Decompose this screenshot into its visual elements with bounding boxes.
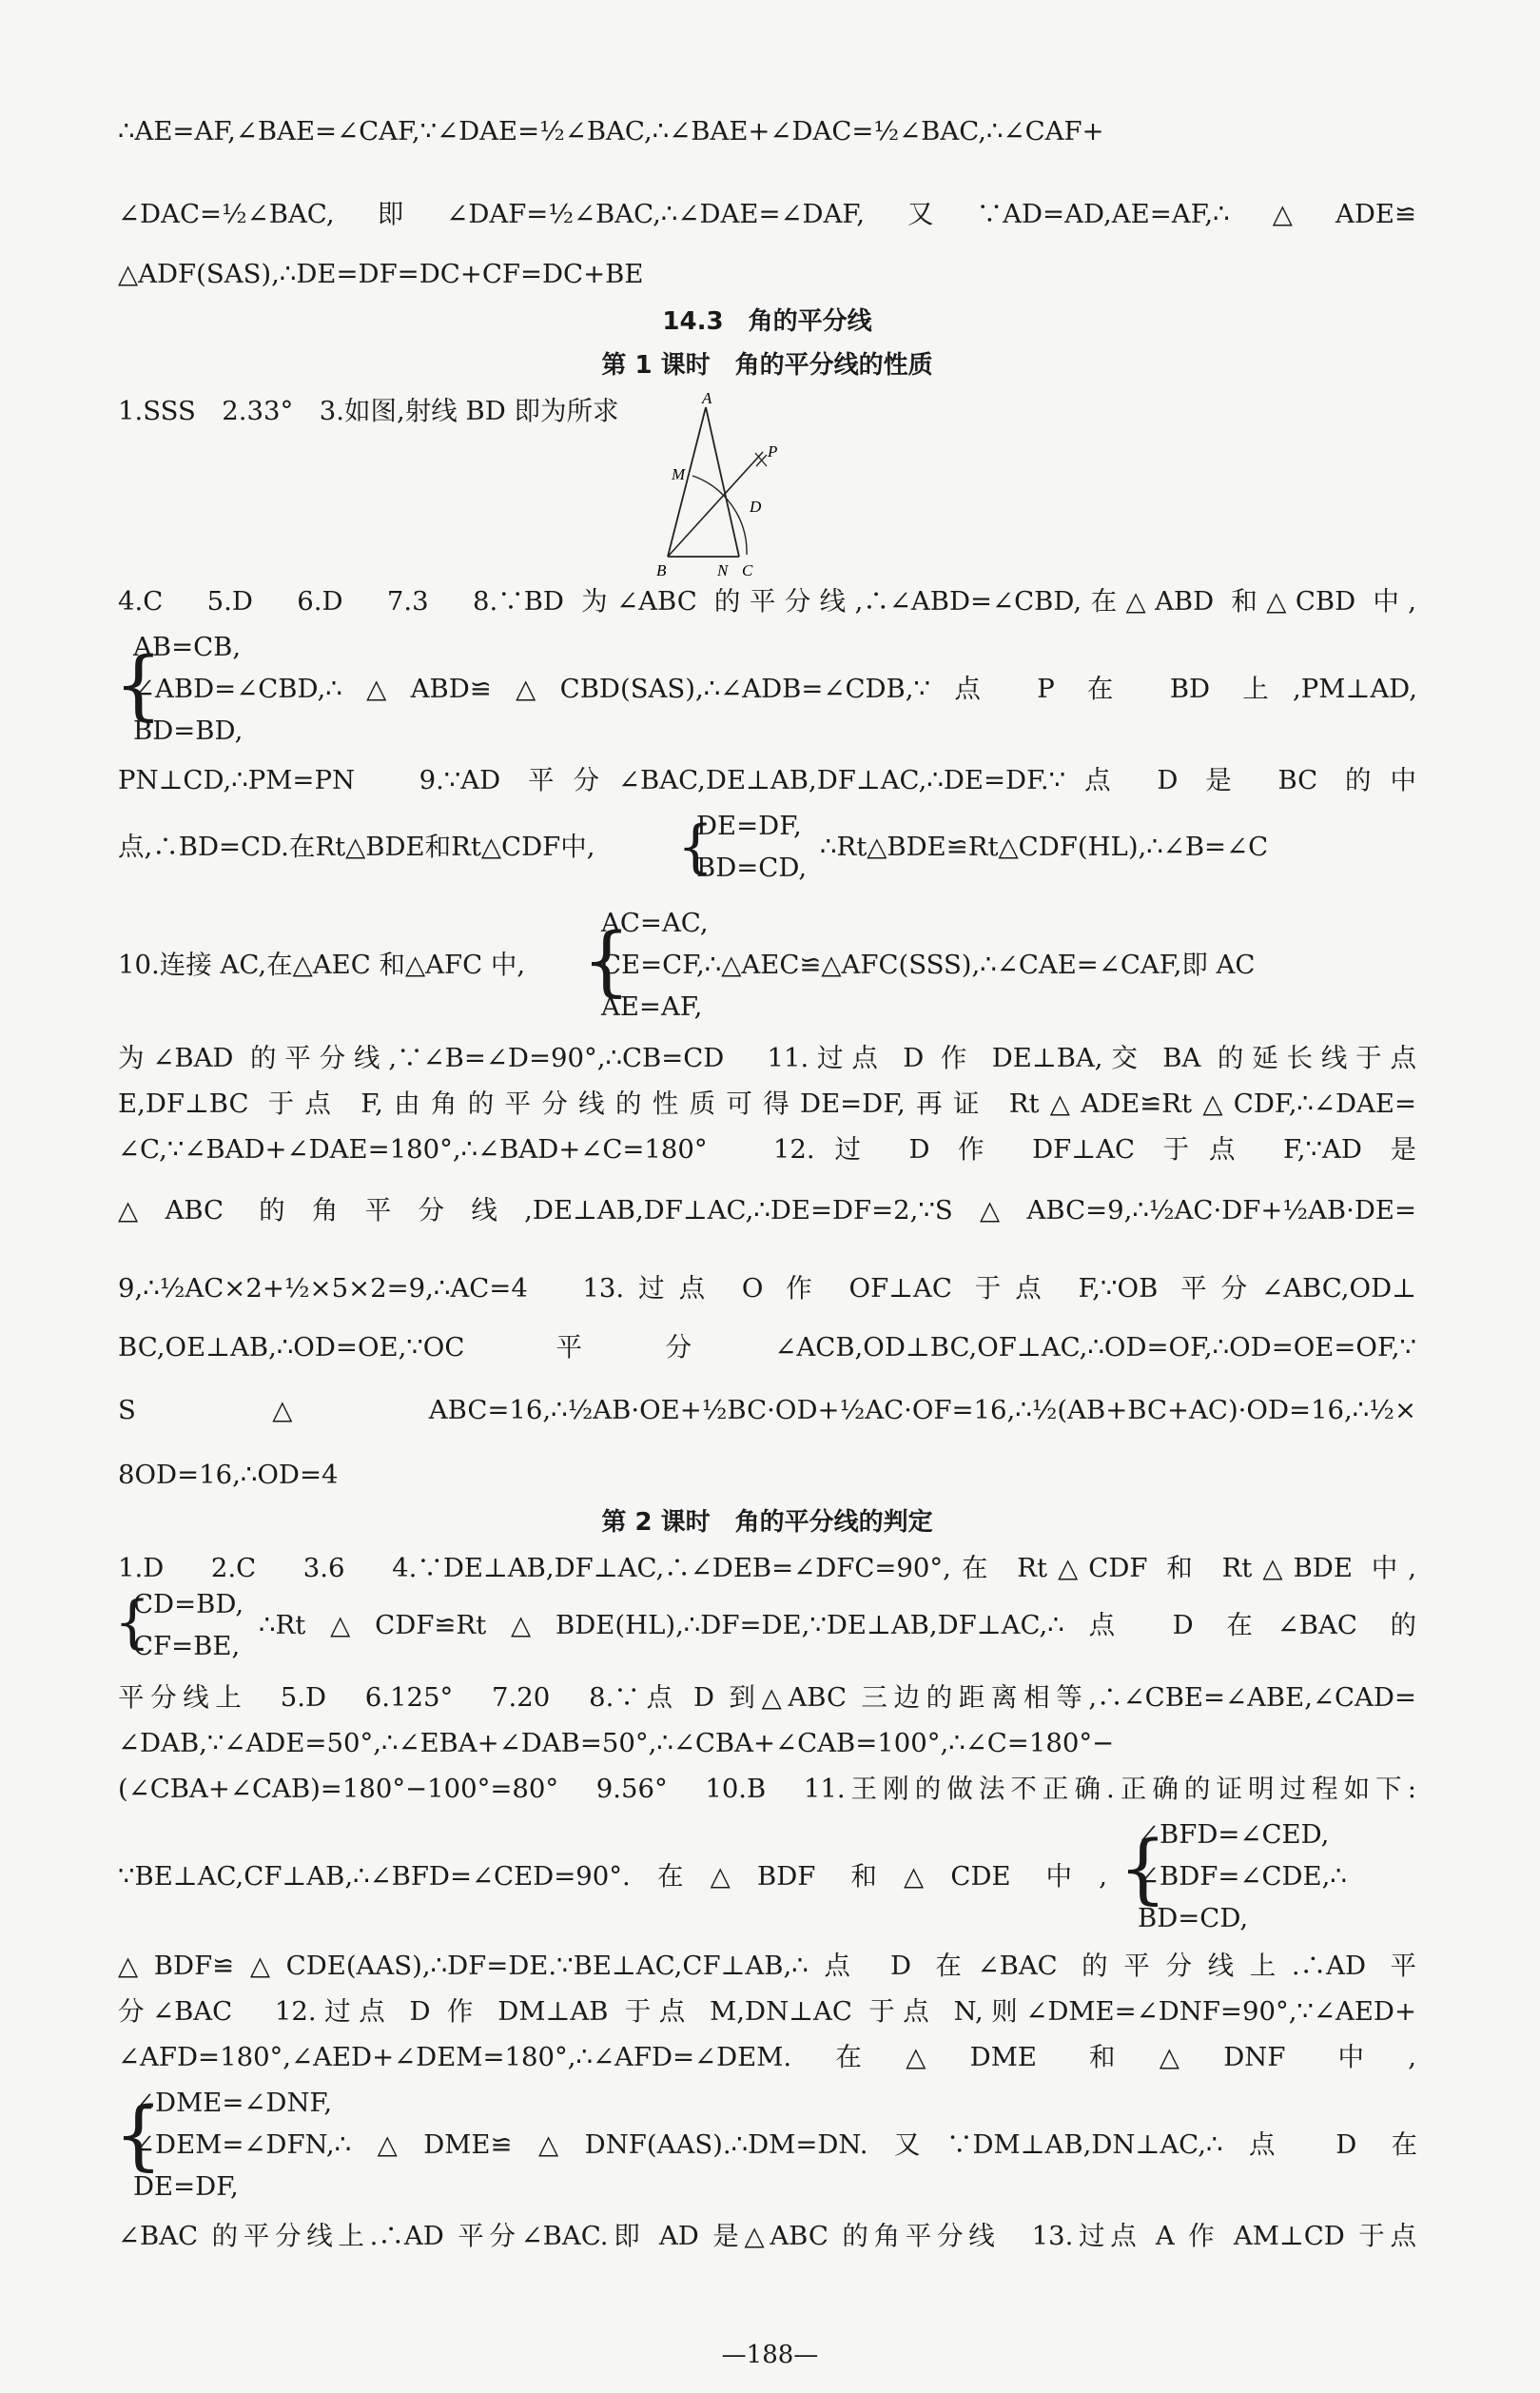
text-line: ∠C,∵∠BAD+∠DAE=180°,∴∠BAD+∠C=180° 12.过 D 作 DF⊥AC 于点 F,∵AD 是 [118, 1134, 1416, 1165]
brace: { [1119, 1824, 1167, 1912]
lesson-heading: 第 1 课时 角的平分线的性质 [601, 351, 933, 380]
text-line: BC,OE⊥AB,∴OD=OE,∵OC 平分∠ACB,OD⊥BC,OF⊥AC,∴OD=OF,∴OD=OE=OF,∵ [118, 1332, 1416, 1363]
brace-line: DE=DF, [133, 2171, 239, 2202]
text-line: 分∠BAC 12.过点 D 作 DM⊥AB 于点 M,DN⊥AC 于点 N,则∠DME=∠DNF=90°,∵∠AED+ [118, 1996, 1416, 2027]
brace-line: BD=CD, [1138, 1903, 1249, 1933]
figure-label-C: C [742, 561, 753, 579]
lesson-heading: 第 2 课时 角的平分线的判定 [601, 1508, 933, 1537]
text-line: 1.D 2.C 3.6 4.∵DE⊥AB,DF⊥AC,∴∠DEB=∠DFC=90°,在 Rt△CDF 和 Rt△BDE 中, [118, 1553, 1416, 1583]
text-line: ∴AE=AF,∠BAE=∠CAF,∵∠DAE=½∠BAC,∴∠BAE+∠DAC=½∠BAC,∴∠CAF+ [118, 116, 1104, 147]
brace: { [114, 2090, 163, 2179]
figure-label-M: M [672, 465, 686, 483]
text-line: 4.C 5.D 6.D 7.3 8.∵BD 为∠ABC 的平分线,∴∠ABD=∠CBD,在△ABD 和△CBD 中, [118, 586, 1416, 617]
text-line: △BDF≌△CDE(AAS),∴DF=DE.∵BE⊥AC,CF⊥AB,∴点 D 在∠BAC 的平分线上.∴AD 平 [118, 1951, 1416, 1981]
text-line: ∴Rt△BDE≌Rt△CDF(HL),∴∠B=∠C [820, 832, 1269, 862]
brace-line: ∠BDF=∠CDE,∴ [1138, 1861, 1347, 1892]
figure-label-N: N [717, 561, 729, 579]
brace-line: ∠DEM=∠DFN,∴△DME≌△DNF(AAS).∴DM=DN.又∵DM⊥AB,DN⊥AC,∴点 D 在 [133, 2129, 1417, 2160]
brace-line: CE=CF,∴△AEC≌△AFC(SSS),∴∠CAE=∠CAF,即 AC [601, 950, 1256, 980]
text-line: 为∠BAD 的平分线,∵∠B=∠D=90°,∴CB=CD 11.过点 D 作 DE⊥BA,交 BA 的延长线于点 [118, 1043, 1416, 1073]
text-line: 平分线上 5.D 6.125° 7.20 8.∵点 D 到△ABC 三边的距离相等,∴∠CBE=∠ABE,∠CAD= [118, 1682, 1416, 1713]
brace: { [582, 916, 631, 1005]
text-line: ∠DAB,∵∠ADE=50°,∴∠EBA+∠DAB=50°,∴∠CBA+∠CAB=100°,∴∠C=180°− [118, 1728, 1115, 1758]
text-line: △ADF(SAS),∴DE=DF=DC+CF=DC+BE [118, 259, 644, 289]
figure-label-A: A [702, 390, 712, 407]
brace-line: ∠ABD=∠CBD,∴△ABD≌△CBD(SAS),∴∠ADB=∠CDB,∵点 P 在 BD 上,PM⊥AD, [133, 674, 1417, 704]
text-line: 8OD=16,∴OD=4 [118, 1460, 339, 1490]
page-number: —188— [721, 2341, 819, 2369]
brace-line: ∠DME=∠DNF, [133, 2088, 333, 2118]
brace-line: BD=CD, [696, 853, 808, 883]
brace-line: AB=CB, [133, 632, 242, 662]
triangle-figure [649, 390, 782, 580]
text-line: ∵BE⊥AC,CF⊥AB,∴∠BFD=∠CED=90°.在△BDF 和△CDE 中, [118, 1861, 1107, 1892]
text-line: △ABC 的角平分线,DE⊥AB,DF⊥AC,∴DE=DF=2,∵S△ABC=9,∴½AC·DF+½AB·DE= [118, 1195, 1416, 1226]
section-heading: 14.3 角的平分线 [662, 307, 872, 336]
text-line: 点,∴BD=CD.在Rt△BDE和Rt△CDF中, [118, 832, 595, 862]
brace-line: DE=DF, [696, 811, 802, 841]
text-line: ∠BAC 的平分线上.∴AD 平分∠BAC.即 AD 是△ABC 的角平分线 13.过点 A 作 AM⊥CD 于点 [118, 2221, 1416, 2251]
text-line: 1.SSS 2.33° 3.如图,射线 BD 即为所求 [118, 396, 619, 426]
text-line: E,DF⊥BC 于点 F,由角的平分线的性质可得DE=DF,再证 Rt△ADE≌Rt△CDF,∴∠DAE= [118, 1089, 1416, 1119]
figure-label-B: B [656, 561, 667, 579]
brace-line: CD=BD, [133, 1589, 244, 1619]
text-line: S△ABC=16,∴½AB·OE+½BC·OD+½AC·OF=16,∴½(AB+BC+AC)·OD=16,∴½× [118, 1395, 1416, 1425]
text-line: (∠CBA+∠CAB)=180°−100°=80° 9.56° 10.B 11.王刚的做法不正确.正确的证明过程如下: [118, 1774, 1416, 1804]
text-line: ∴Rt△CDF≌Rt△BDE(HL),∴DF=DE,∵DE⊥AB,DF⊥AC,∴点 D 在∠BAC 的 [259, 1610, 1416, 1640]
brace-line: AE=AF, [601, 991, 703, 1022]
brace-line: BD=BD, [133, 716, 244, 746]
brace: { [114, 1589, 151, 1656]
brace-line: CF=BE, [133, 1631, 241, 1661]
figure-label-D: D [750, 498, 762, 516]
text-line: ∠AFD=180°,∠AED+∠DEM=180°,∴∠AFD=∠DEM.在△DME 和△DNF 中, [118, 2042, 1416, 2072]
brace-line: ∠BFD=∠CED, [1138, 1819, 1330, 1850]
text-line: PN⊥CD,∴PM=PN 9.∵AD 平分∠BAC,DE⊥AB,DF⊥AC,∴DE=DF.∵点 D 是 BC 的中 [118, 765, 1416, 795]
brace-line: AC=AC, [601, 908, 709, 938]
text-line: ∠DAC=½∠BAC,即∠DAF=½∠BAC,∴∠DAE=∠DAF,又∵AD=AD,AE=AF,∴△ADE≌ [118, 199, 1416, 229]
brace: { [677, 814, 714, 880]
text-line: 9,∴½AC×2+½×5×2=9,∴AC=4 13.过点 O 作 OF⊥AC 于点 F,∵OB 平分∠ABC,OD⊥ [118, 1273, 1416, 1304]
brace: { [114, 640, 163, 729]
figure-label-P: P [768, 442, 778, 461]
text-line: 10.连接 AC,在△AEC 和△AFC 中, [118, 950, 526, 980]
